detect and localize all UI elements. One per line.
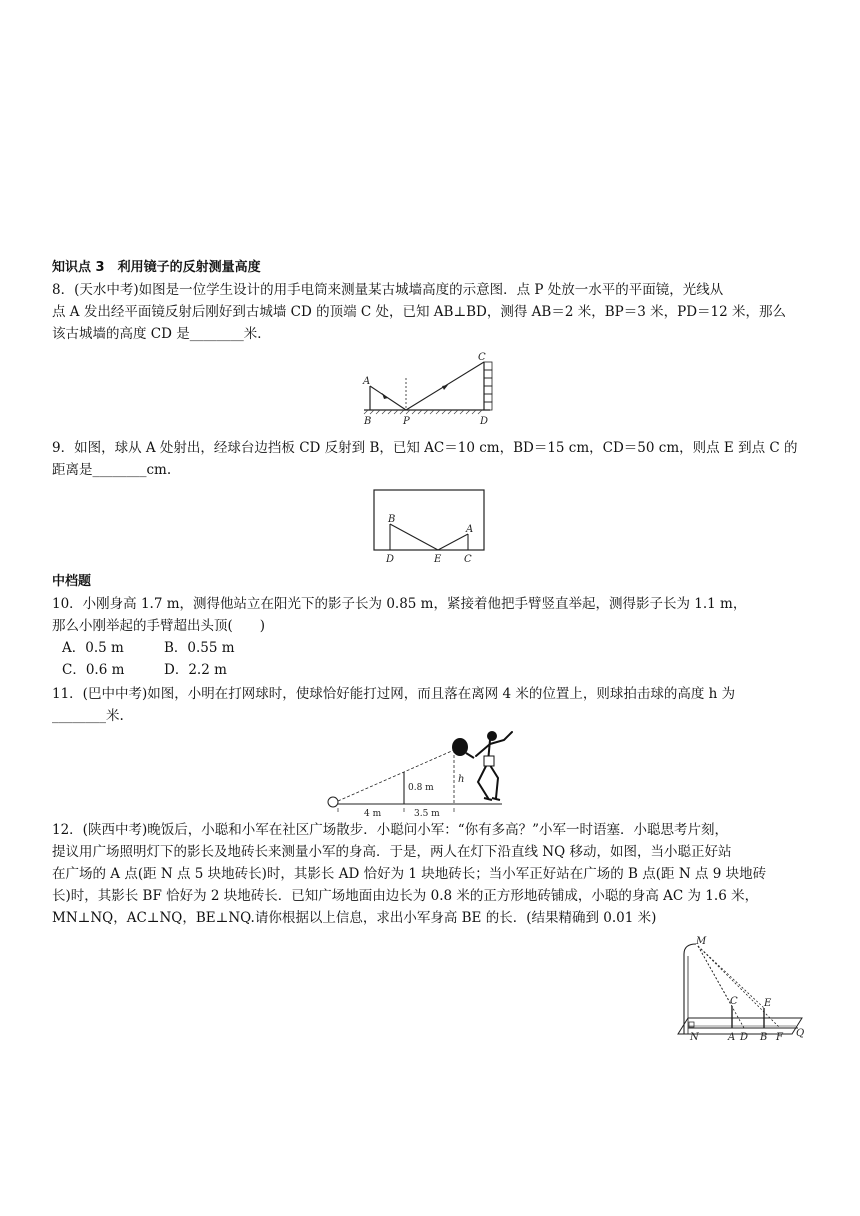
q8-label-p: P — [403, 416, 410, 427]
q11-figure — [322, 722, 542, 822]
q8-text-line1: 8．(天水中考)如图是一位学生设计的用手电筒来测量某古城墙高度的示意图．点 P 处放一水平的平面镜，光线从 — [52, 282, 724, 298]
q9-text-line2: 距离是________cm. — [52, 462, 172, 478]
q8-figure — [360, 350, 510, 430]
q11-text-line2: ________米. — [52, 708, 124, 724]
q12-label-q: Q — [796, 1028, 805, 1039]
q10-text-line2: 那么小刚举起的手臂超出头顶( ) — [52, 618, 266, 634]
q12-label-b: B — [760, 1032, 768, 1043]
q12-text-line1: 12．(陕西中考)晚饭后，小聪和小军在社区广场散步．小聪问小军：“你有多高？”小军一时语塞．小聪思考片刻， — [52, 822, 729, 838]
q10-text-line1: 10．小刚身高 1.7 m，测得他站立在阳光下的影子长为 0.85 m，紧接着他把手臂竖直举起，测得影子长为 1.1 m， — [52, 596, 747, 612]
q12-text-line3: 在广场的 A 点(距 N 点 5 块地砖长)时，其影长 AD 恰好为 1 块地砖长；当小军正好站在广场的 B 点(距 N 点 9 块地砖 — [52, 866, 767, 882]
q12-text-line4: 长)时，其影长 BF 恰好为 2 块地砖长．已知广场地面由边长为 0.8 米的正方形地砖铺成，小聪的身高 AC 为 1.6 米， — [52, 888, 759, 904]
q10-option-b: B．0.55 m — [164, 640, 235, 656]
q9-figure — [370, 488, 490, 568]
q9-text-line1: 9．如图，球从 A 处射出，经球台边挡板 CD 反射到 B，已知 AC＝10 cm，BD＝15 cm，CD＝50 cm，则点 E 到点 C 的 — [52, 440, 798, 456]
q9-label-a: A — [466, 524, 474, 535]
q12-label-c: C — [730, 996, 738, 1007]
q12-text-line5: MN⊥NQ，AC⊥NQ，BE⊥NQ.请你根据以上信息，求出小军身高 BE 的长．(结果精确到 0.01 米) — [52, 910, 657, 926]
q11-dist-3-5m: 3.5 m — [414, 809, 440, 819]
q11-dist-4m: 4 m — [364, 809, 382, 819]
q9-label-d: D — [386, 554, 395, 565]
q12-label-m: M — [696, 936, 707, 947]
q9-label-e: E — [434, 554, 442, 565]
q8-label-c: C — [478, 352, 486, 363]
q9-label-b: B — [388, 514, 396, 525]
q11-text-line1: 11．(巴中中考)如图，小明在打网球时，使球恰好能打过网，而且落在离网 4 米的位置上，则球拍击球的高度 h 为 — [52, 686, 736, 702]
q12-label-a: A — [728, 1032, 736, 1043]
q10-option-c: C．0.6 m — [62, 662, 125, 678]
q12-text-line2: 提议用广场照明灯下的影长及地砖长来测量小军的身高．于是，两人在灯下沿直线 NQ 移动，如图，当小聪正好站 — [52, 844, 732, 860]
q10-option-a: A．0.5 m — [62, 640, 124, 656]
q8-label-d: D — [480, 416, 489, 427]
q9-label-c: C — [464, 554, 472, 565]
q8-label-a: A — [363, 376, 371, 387]
q12-label-e: E — [764, 998, 772, 1009]
q8-label-b: B — [364, 416, 372, 427]
q11-net-height: 0.8 m — [408, 783, 434, 793]
q12-label-f: F — [776, 1032, 783, 1043]
q12-figure — [668, 934, 828, 1044]
q12-label-n: N — [690, 1032, 699, 1043]
section-heading-mid: 中档题 — [52, 574, 92, 589]
section-heading-3: 知识点 3 利用镜子的反射测量高度 — [52, 260, 261, 275]
q12-label-d: D — [740, 1032, 749, 1043]
q8-text-line3: 该古城墙的高度 CD 是________米． — [52, 326, 271, 342]
q11-label-h: h — [458, 774, 465, 785]
q8-text-line2: 点 A 发出经平面镜反射后刚好到古城墙 CD 的顶端 C 处，已知 AB⊥BD，测得 AB＝2 米，BP＝3 米，PD＝12 米，那么 — [52, 304, 786, 320]
q10-option-d: D．2.2 m — [164, 662, 227, 678]
